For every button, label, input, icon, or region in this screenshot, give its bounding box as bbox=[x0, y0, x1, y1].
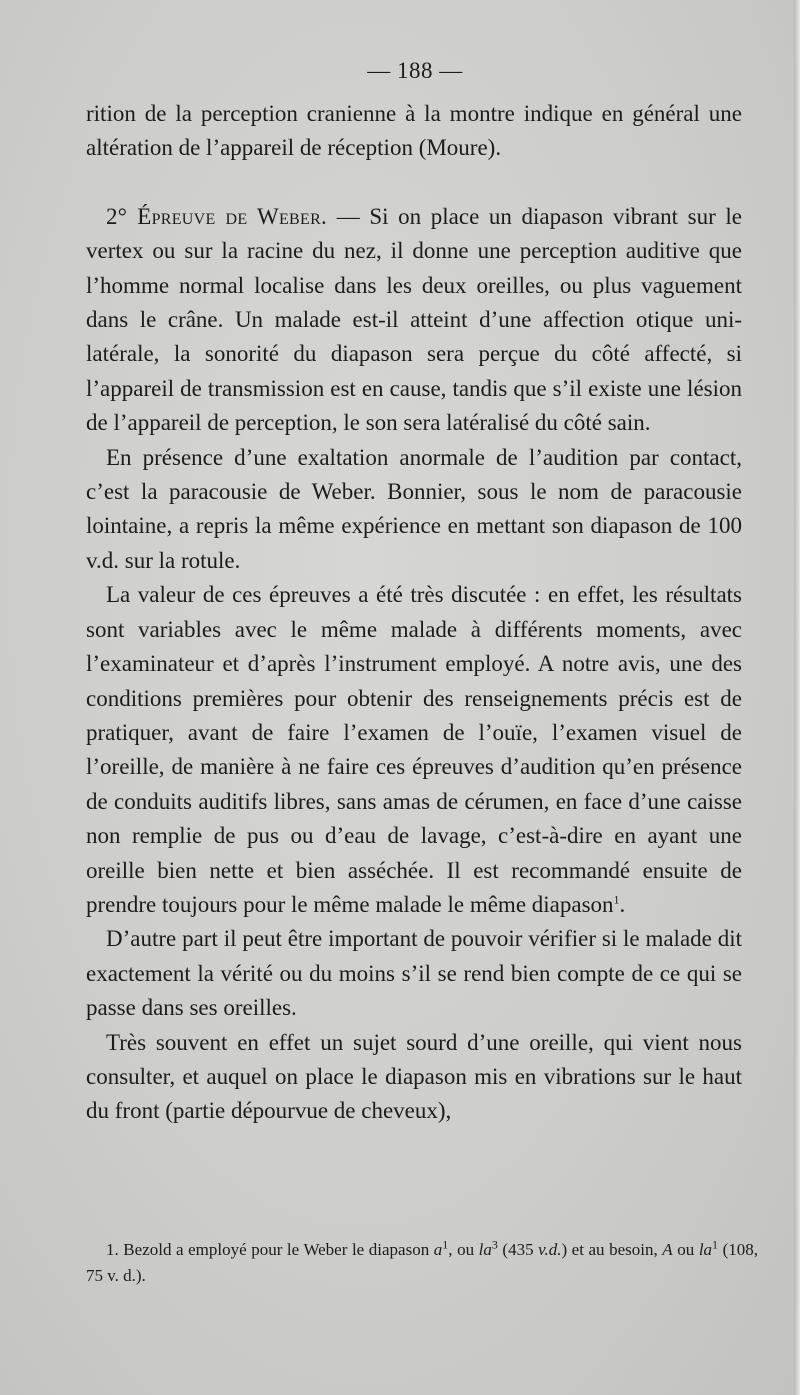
paragraph-paracousie: En présence d’une exaltation anormale de l’audition par contact, c’est la paracousie de Weber. Bonnier, sous le nom de paracousie lointaine, a repris la même expérience en mettant son diapason de 100 v.d. sur la rotule. bbox=[86, 444, 742, 573]
paragraph-valeur bbox=[86, 578, 742, 922]
note-symbol: A bbox=[662, 1240, 673, 1259]
paragraph-continuation: rition de la perception cranienne à la montre indique en général une altération de l’appareil de réception (Moure). bbox=[86, 101, 742, 161]
paragraph-tres-souvent: Très souvent en effet un sujet sourd d’une oreille, qui vient nous consulter, et auquel on place le diapason mis en vibrations sur le haut du front (partie dépourvue de cheveux), bbox=[86, 1029, 742, 1124]
paragraph-end: . bbox=[619, 891, 626, 917]
page-number: — 188 — bbox=[367, 58, 463, 83]
note-symbol: la bbox=[478, 1240, 492, 1259]
footnote-number: 1. bbox=[106, 1240, 119, 1259]
note-superscript: 1 bbox=[712, 1237, 719, 1252]
footnote-text: ou bbox=[672, 1240, 699, 1259]
footnotes bbox=[86, 1237, 758, 1289]
footnote-text: Bezold a employé pour le Weber le diapason bbox=[118, 1240, 434, 1259]
page-edge bbox=[794, 0, 800, 1395]
note-superscript: 3 bbox=[491, 1237, 498, 1252]
section-heading-weber: 2° Épreuve de Weber. bbox=[106, 203, 328, 229]
paragraph-text: — Si on place un diapason vibrant sur le vertex ou sur la racine du nez, il donne une perception auditive que l’homme normal localise dans les deux oreilles, ou plus vaguement dans le crâne. Un malade est-il atteint d’une affection otique uni-latérale, la sonorité du diapason sera perçue du côté affecté, si l’appareil de transmission est en cause, tandis que s’il existe une lésion de l’appareil de perception, le son sera latéralisé du côté sain. bbox=[86, 203, 742, 436]
footnote-reference: 1 bbox=[613, 892, 620, 907]
paragraph-text: La valeur de ces épreuves a été très discutée : en effet, les résultats sont variables avec le même malade à différents moments, avec l’examinateur et d’après l’instrument employé. A notre avis, une des conditions premières pour obtenir des renseignements précis est de pratiquer, avant de faire l’examen de l’ouïe, l’examen visuel de l’oreille, de manière à ne faire ces épreuves d’audition qu’en présence de conduits auditifs libres, sans amas de cérumen, en face d’une caisse non remplie de pus ou d’eau de lavage, c’est-à-dire en ayant une oreille bien nette et bien asséchée. Il est recommandé ensuite de prendre toujours pour le même malade le même diapason bbox=[86, 582, 742, 917]
note-symbol: a bbox=[433, 1240, 443, 1259]
footnote-text: (435 bbox=[497, 1240, 539, 1259]
footnote-text: (108, 75 v. d.). bbox=[86, 1240, 759, 1285]
note-superscript: 1 bbox=[442, 1237, 449, 1252]
footnote-text: ) et au besoin, bbox=[561, 1240, 663, 1259]
paragraph-weber-test bbox=[86, 200, 742, 441]
footnote-text: , ou bbox=[448, 1240, 479, 1259]
footnote-1 bbox=[86, 1237, 758, 1289]
note-unit: v.d. bbox=[538, 1240, 562, 1259]
body-text bbox=[86, 97, 742, 1129]
paragraph-verification: D’autre part il peut être important de pouvoir vérifier si le malade dit exactement la vérité ou du moins s’il se rend bien compte de ce qui se passe dans ses oreilles. bbox=[86, 926, 742, 1021]
note-symbol: la bbox=[698, 1240, 713, 1259]
